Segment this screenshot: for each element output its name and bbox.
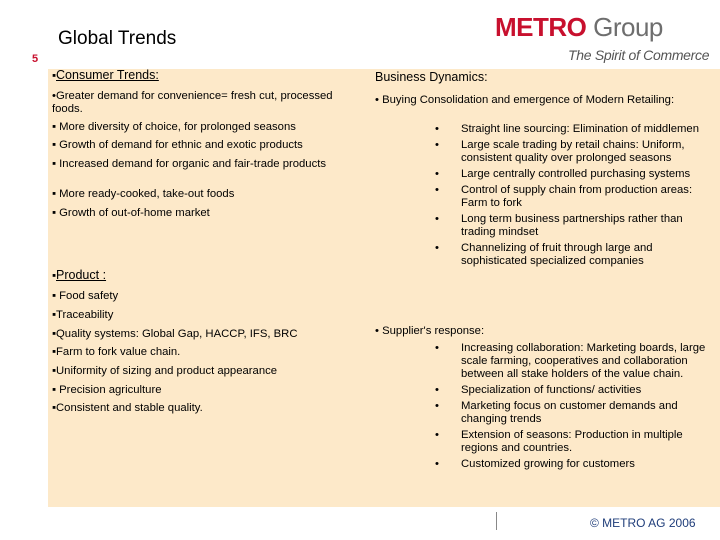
consumer-item: ▪ More ready-cooked, take-out foods xyxy=(52,188,235,200)
product-item: ▪ Food safety xyxy=(52,290,119,302)
product-item: ▪Consistent and stable quality. xyxy=(52,402,203,414)
product-item: ▪ Precision agriculture xyxy=(52,384,162,396)
supplier-item: • Marketing focus on customer demands and changing trends xyxy=(435,400,715,426)
retail-intro: • Buying Consolidation and emergence of Modern Retailing: xyxy=(375,94,675,106)
supplier-item: • Extension of seasons: Production in multiple regions and countries. xyxy=(435,429,715,455)
retail-item: • Long term business partnerships rather than trading mindset xyxy=(435,213,715,239)
retail-item: • Large centrally controlled purchasing systems xyxy=(435,168,715,181)
content-panel xyxy=(48,69,720,507)
page-number: 5 xyxy=(32,53,39,65)
consumer-item: ▪ Growth of out-of-home market xyxy=(52,207,210,219)
product-item: ▪Quality systems: Global Gap, HACCP, IFS, BRC xyxy=(52,328,298,340)
copyright: © METRO AG 2006 xyxy=(590,516,696,530)
footer-divider xyxy=(496,512,497,530)
consumer-item: ▪ More diversity of choice, for prolonged seasons xyxy=(52,121,296,133)
consumer-item: ▪ Growth of demand for ethnic and exotic products xyxy=(52,139,303,151)
retail-item: • Large scale trading by retail chains: Uniform, consistent quality over prolonged seasons xyxy=(435,139,715,165)
supplier-list xyxy=(435,342,715,471)
business-dynamics-heading: Business Dynamics: xyxy=(375,70,488,84)
consumer-trends-heading: Consumer Trends: xyxy=(56,68,159,82)
logo-group: Group xyxy=(593,12,663,42)
logo-tagline: The Spirit of Commerce xyxy=(568,47,710,63)
consumer-heading-line: ▪Consumer Trends: xyxy=(52,68,159,82)
consumer-item: ▪ Increased demand for organic and fair-trade products xyxy=(52,158,327,170)
product-heading: Product : xyxy=(56,268,107,282)
supplier-item: • Specialization of functions/ activities xyxy=(435,384,715,397)
retail-list xyxy=(435,123,715,268)
supplier-item: • Increasing collaboration: Marketing boards, large scale farming, cooperatives and collaboration between all stake holders of the value chain. xyxy=(435,342,715,381)
product-item: ▪Traceability xyxy=(52,309,114,321)
supplier-item: • Customized growing for customers xyxy=(435,458,715,471)
slide-title: Global Trends xyxy=(58,28,177,49)
supplier-intro: • Supplier's response: xyxy=(375,325,485,337)
product-item: ▪Farm to fork value chain. xyxy=(52,346,181,358)
retail-item: • Channelizing of fruit through large and sophisticated specialized companies xyxy=(435,242,715,268)
product-item: ▪Uniformity of sizing and product appearance xyxy=(52,365,278,377)
retail-item: • Control of supply chain from production areas: Farm to fork xyxy=(435,184,715,210)
product-heading-line: ▪Product : xyxy=(52,268,107,282)
retail-item: • Straight line sourcing: Elimination of middlemen xyxy=(435,123,715,136)
metro-group-logo xyxy=(495,12,710,63)
consumer-item: •Greater demand for convenience= fresh cut, processed foods. xyxy=(52,90,333,115)
logo-metro: METRO xyxy=(495,12,587,42)
